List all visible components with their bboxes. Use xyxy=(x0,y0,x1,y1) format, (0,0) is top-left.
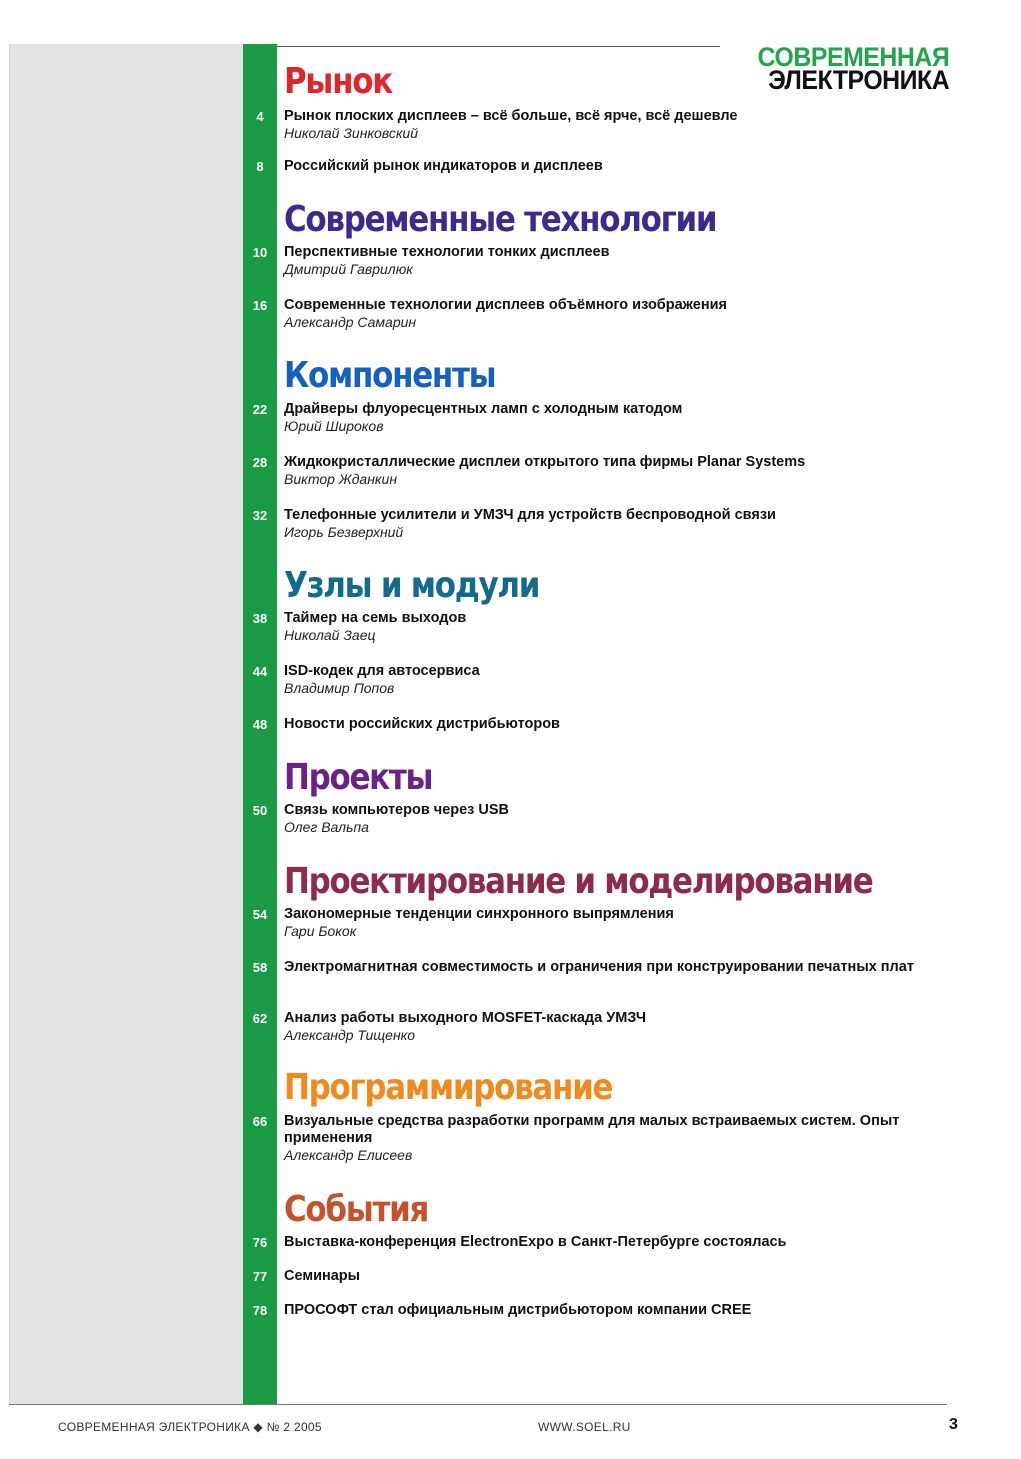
page-number: 62 xyxy=(252,1011,268,1026)
entry-author: Александр Тищенко xyxy=(284,1027,416,1043)
entry-author: Виктор Жданкин xyxy=(284,471,398,487)
toc-entry[interactable] xyxy=(243,108,963,142)
entry-author: Николай Заец xyxy=(284,627,376,643)
toc-entry[interactable] xyxy=(243,1010,963,1044)
entry-author: Александр Елисеев xyxy=(284,1147,413,1163)
page-number: 16 xyxy=(252,298,268,313)
toc-entry[interactable] xyxy=(243,959,963,976)
toc-entry[interactable] xyxy=(243,507,963,541)
entry-title: Современные технологии дисплеев объёмного изображения xyxy=(284,297,727,313)
entry-title: Российский рынок индикаторов и дисплеев xyxy=(284,158,603,174)
section-heading-market: Рынок xyxy=(284,61,392,102)
toc-entry[interactable] xyxy=(243,1234,963,1251)
entry-author: Олег Вальпа xyxy=(284,819,369,835)
page-number: 78 xyxy=(252,1303,268,1318)
toc-entry[interactable] xyxy=(243,716,963,733)
left-gray-panel xyxy=(9,44,243,1404)
entry-author: Юрий Широков xyxy=(284,418,384,434)
page-number: 44 xyxy=(252,664,268,679)
entry-title: Закономерные тенденции синхронного выпрямления xyxy=(284,906,674,922)
entry-title: Новости российских дистрибьюторов xyxy=(284,716,560,732)
entry-author: Гари Бокок xyxy=(284,923,357,939)
page-number: 54 xyxy=(252,907,268,922)
toc-entry[interactable] xyxy=(243,244,963,278)
page-number: 8 xyxy=(256,159,264,174)
logo-line-1: СОВРЕМЕННАЯ xyxy=(757,42,949,72)
footer-magazine-issue: СОВРЕМЕННАЯ ЭЛЕКТРОНИКА ◆ № 2 2005 xyxy=(58,1420,322,1434)
entry-author: Игорь Безверхний xyxy=(284,524,404,540)
section-heading-events: События xyxy=(284,1189,429,1230)
section-heading-projects: Проекты xyxy=(284,757,433,798)
toc-entry[interactable] xyxy=(243,454,963,488)
page-number: 58 xyxy=(252,960,268,975)
entry-author: Александр Самарин xyxy=(284,314,417,330)
entry-title: Связь компьютеров через USB xyxy=(284,802,510,818)
footer-page-number: 3 xyxy=(949,1416,958,1433)
toc-entry[interactable] xyxy=(243,158,963,175)
toc-entry[interactable] xyxy=(243,1302,963,1319)
entry-title: Анализ работы выходного MOSFET-каскада УМЗЧ xyxy=(284,1010,647,1026)
section-heading-units-modules: Узлы и модули xyxy=(284,565,540,606)
bottom-rule xyxy=(9,1404,947,1405)
entry-title: Перспективные технологии тонких дисплеев xyxy=(284,244,610,260)
toc-entry[interactable] xyxy=(243,401,963,435)
toc-entry[interactable] xyxy=(243,802,963,836)
page-number: 76 xyxy=(252,1235,268,1250)
top-rule xyxy=(277,46,720,47)
entry-title: Таймер на семь выходов xyxy=(284,610,467,626)
page-number: 66 xyxy=(252,1114,268,1129)
toc-entry[interactable] xyxy=(243,610,963,644)
entry-title: Визуальные средства разработки программ для малых встраиваемых систем. Опыт применения xyxy=(284,1113,900,1146)
entry-title: Семинары xyxy=(284,1268,361,1284)
entry-author: Дмитрий Гаврилюк xyxy=(284,261,413,277)
page-number: 10 xyxy=(252,245,268,260)
entry-title: Драйверы флуоресцентных ламп с холодным катодом xyxy=(284,401,683,417)
page-number: 38 xyxy=(252,611,268,626)
section-heading-components: Компоненты xyxy=(284,355,496,396)
page-number: 48 xyxy=(252,717,268,732)
entry-title: Жидкокристаллические дисплеи открытого типа фирмы Planar Systems xyxy=(284,454,806,470)
entry-title: ISD-кодек для автосервиса xyxy=(284,663,480,679)
toc-entry[interactable] xyxy=(243,1268,963,1285)
magazine-logo xyxy=(741,44,949,94)
toc-entry[interactable] xyxy=(243,1113,963,1164)
toc-entry[interactable] xyxy=(243,906,963,940)
page-number: 77 xyxy=(252,1269,268,1284)
entry-author: Николай Зинковский xyxy=(284,125,419,141)
section-heading-programming: Программирование xyxy=(284,1067,613,1108)
page-number: 32 xyxy=(252,508,268,523)
entry-title: Выставка-конференция ElectronExpo в Санкт-Петербурге состоялась xyxy=(284,1234,787,1250)
footer-website-link[interactable]: WWW.SOEL.RU xyxy=(538,1420,631,1434)
page-number: 28 xyxy=(252,455,268,470)
page-number: 4 xyxy=(256,109,264,124)
page-number: 22 xyxy=(252,402,268,417)
entry-title: ПРОСОФТ стал официальным дистрибьютором компании CREE xyxy=(284,1302,752,1318)
entry-title: Электромагнитная совместимость и ограничения при конструировании печатных плат xyxy=(284,959,914,975)
page-number: 50 xyxy=(252,803,268,818)
toc-entry[interactable] xyxy=(243,297,963,331)
entry-title: Телефонные усилители и УМЗЧ для устройств беспроводной связи xyxy=(284,507,776,523)
entry-title: Рынок плоских дисплеев – всё больше, всё ярче, всё дешевле xyxy=(284,108,738,124)
logo-line-2: ЭЛЕКТРОНИКА xyxy=(767,65,949,95)
toc-entry[interactable] xyxy=(243,663,963,697)
section-heading-design-modeling: Проектирование и моделирование xyxy=(284,861,873,902)
entry-author: Владимир Попов xyxy=(284,680,395,696)
section-heading-modern-tech: Современные технологии xyxy=(284,199,717,240)
